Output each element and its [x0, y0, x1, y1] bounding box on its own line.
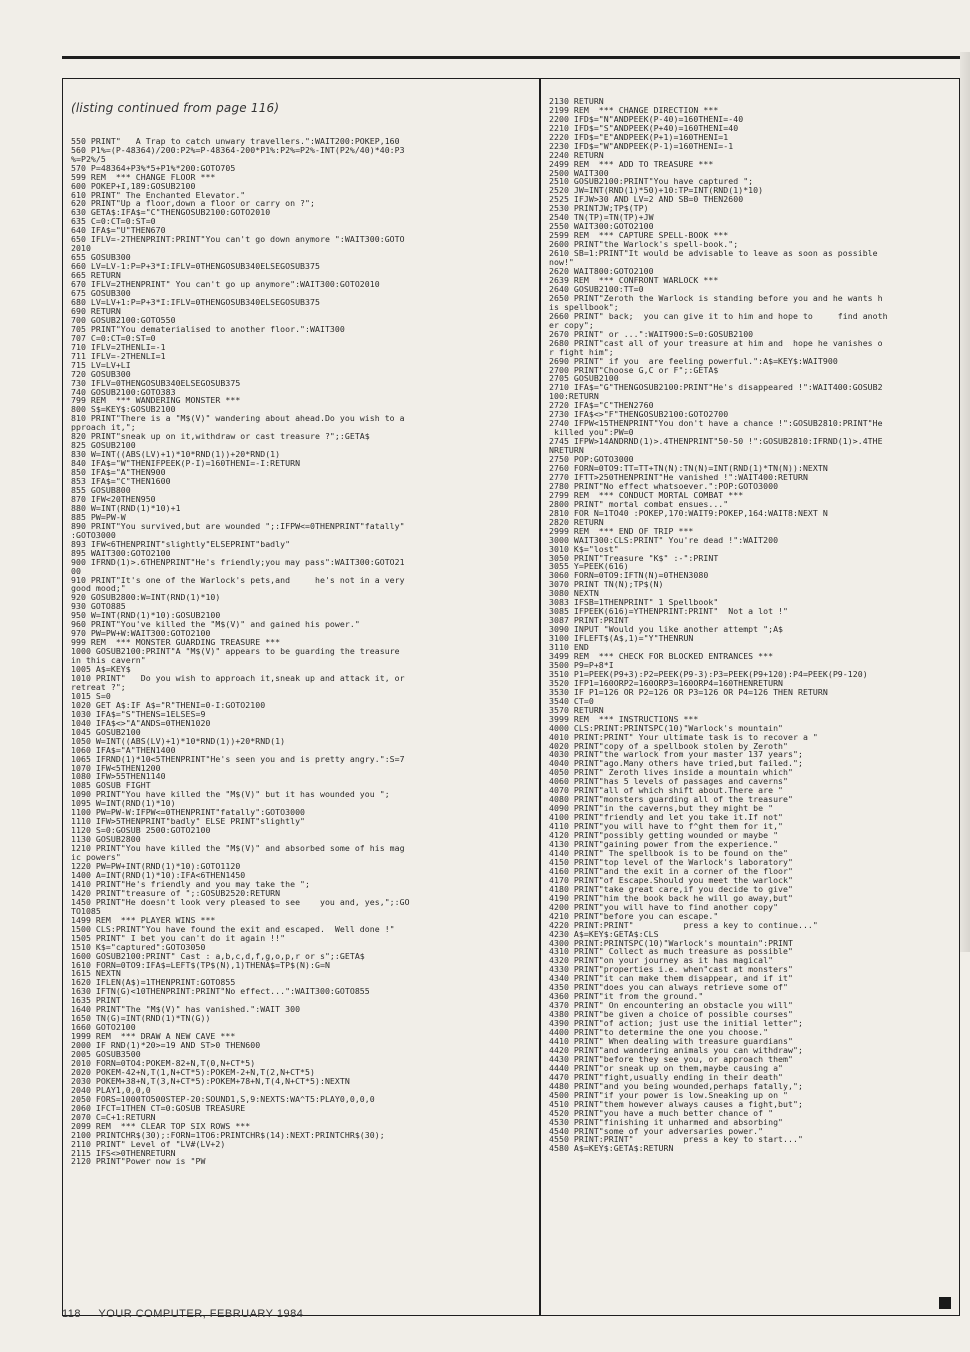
code-line: 3540 CT=0 [549, 695, 594, 706]
code-line: 4110 PRINT"you will have to f^ght them for it," [549, 821, 784, 832]
end-of-article-mark [939, 1297, 951, 1309]
code-line: 2240 RETURN [549, 149, 604, 160]
code-line: er copy"; [549, 319, 594, 330]
code-line: :GOTO3000 [71, 529, 116, 540]
code-line: 4030 PRINT"the warlock from your master 137 years"; [549, 749, 803, 760]
code-line: 3083 IFSB=1THENPRINT" 1 Spellbook" [549, 597, 719, 608]
code-line: 2770 IFTT>250THENPRINT"He vanished !":WAIT400:RETURN [549, 471, 808, 482]
code-line: 4230 A$=KEY$:GETA$:CLS [549, 928, 659, 939]
code-line: 880 W=INT(RND(1)*10)+1 [71, 502, 181, 513]
code-line: 1635 PRINT [71, 995, 121, 1006]
code-line: 2230 IFD$="W"ANDPEEK(P-1)=160THENI=-1 [549, 140, 734, 151]
code-line: 00 [71, 565, 81, 576]
code-line: 2810 FOR N=1TO40 :POKEP,170:WAIT9:POKEP,164:WAIT8:NEXT N [549, 507, 828, 518]
code-line: 2639 REM *** CONFRONT WARLOCK *** [549, 274, 719, 285]
code-line: 2070 C=C+1:RETURN [71, 1111, 156, 1122]
code-line: 4000 CLS:PRINT:PRINTSPC(10)"Warlock's mountain" [549, 722, 784, 733]
code-line: 893 IFW<6THENPRINT"slightly"ELSEPRINT"badly" [71, 538, 291, 549]
code-line: 100:RETURN [549, 391, 599, 402]
code-line: 665 RETURN [71, 270, 121, 281]
code-line: 950 W=INT(RND(1)*10):GOSUB2100 [71, 610, 221, 621]
code-line: 2745 IFPW>14ANDRND(1)>.4THENPRINT"50-50 !":GOSUB2810:IFRND(1)>.4THE [549, 436, 883, 447]
code-line: 3060 FORN=0TO9:IFTN(N)=0THEN3080 [549, 570, 709, 581]
code-line: 4370 PRINT" On encountering an obstacle you will" [549, 1000, 793, 1011]
code-line: 2720 IFA$="C"THEN2760 [549, 400, 654, 411]
code-line: 3110 END [549, 642, 589, 653]
code-line: pproach it,"; [71, 422, 136, 433]
code-line: 4100 PRINT"friendly and let you take it.If not" [549, 812, 784, 823]
continuation-caption: (listing continued from page 116) [71, 100, 280, 115]
code-line: 2640 GOSUB2100:TT=0 [549, 283, 644, 294]
code-line: 4040 PRINT"ago.Many others have tried,but failed."; [549, 758, 803, 769]
code-line: 1045 GOSUB2100 [71, 726, 141, 737]
code-line: 1510 K$="captured":GOTO3050 [71, 941, 206, 952]
code-line: 900 IFRND(1)>.6THENPRINT"He's friendly;you may pass":WAIT300:GOTO21 [71, 556, 405, 567]
code-line: 3070 PRINT TN(N);TP$(N) [549, 579, 664, 590]
code-line: 4380 PRINT"be given a choice of possible courses" [549, 1009, 793, 1020]
code-line: 855 GOSUB800 [71, 484, 131, 495]
code-line: 1100 PW=PW-W:IFPW<=0THENPRINT"fatally":GOTO3000 [71, 807, 306, 818]
code-line: 4480 PRINT"and you being wounded,perhaps fatally,"; [549, 1080, 803, 1091]
code-line: 1065 IFRND(1)*10<5THENPRINT"He's seen you and is pretty angry.":S=7 [71, 753, 405, 764]
code-line: 2030 POKEM+38+N,T(3,N+CT*5):POKEM+78+N,T(4,N+CT*5):NEXTN [71, 1075, 350, 1086]
code-line: 1450 PRINT"He doesn't look very pleased to see you and, yes,";:GO [71, 896, 410, 907]
code-line: is spellbook"; [549, 301, 619, 312]
code-line: 1050 W=INT((ABS(LV)+1)*10*RND(1))+20*RND(1) [71, 735, 286, 746]
code-line: 4340 PRINT"it can make them disappear, and if it" [549, 973, 793, 984]
code-line: 2760 FORN=0TO9:TT=TT+TN(N):TN(N)=INT(RND(1)*TN(N)):NEXTN [549, 462, 828, 473]
code-line: 4120 PRINT"possibly getting wounded or maybe " [549, 830, 779, 841]
code-line: 2800 PRINT" mortal combat ensues..." [549, 498, 729, 509]
code-line: 870 IFW<20THEN950 [71, 493, 156, 504]
code-line: 2670 PRINT" or ...":WAIT900:S=0:GOSUB2100 [549, 328, 754, 339]
code-line: 650 IFLV=-2THENPRINT:PRINT"You can't go down anymore ":WAIT300:GOTO [71, 234, 405, 245]
code-line: 1660 GOTO2100 [71, 1022, 136, 1033]
code-line: 1600 GOSUB2100:PRINT" Cast : a,b,c,d,f,g,o,p,r or s";:GETA$ [71, 950, 365, 961]
code-line: 3520 IFP1=160ORP2=160ORP3=160ORP4=160THENRETURN [549, 677, 784, 688]
code-line: NRETURN [549, 445, 584, 456]
code-line: 4310 PRINT" Collect as much treasure as possible" [549, 946, 793, 957]
code-line: 4050 PRINT" Zeroth lives inside a mountain which" [549, 767, 793, 778]
code-line: 810 PRINT"There is a "M$(V)" wandering about ahead.Do you wish to a [71, 413, 405, 424]
code-line: 4550 PRINT:PRINT" press a key to start..." [549, 1134, 803, 1145]
code-line: 640 IFA$="U"THEN670 [71, 225, 166, 236]
code-line: 655 GOSUB300 [71, 252, 131, 263]
column-divider [539, 79, 541, 1315]
code-line: 4170 PRINT"of Escape.Should you meet the warlock" [549, 874, 793, 885]
code-line: 600 POKEP+I,189:GOSUB2100 [71, 180, 196, 191]
code-line: 2220 IFD$="E"ANDPEEK(P+1)=160THENI=1 [549, 131, 729, 142]
code-line: 610 PRINT" The Enchanted Elevator." [71, 189, 246, 200]
code-line: 670 IFLV=2THENPRINT" You can't go up anymore":WAIT300:GOTO2010 [71, 279, 380, 290]
code-line: 707 C=0:CT=0:ST=0 [71, 332, 156, 343]
code-line: 4440 PRINT"or sneak up on them,maybe causing a" [549, 1062, 784, 1073]
code-line: 4210 PRINT"before you can escape." [549, 910, 719, 921]
code-line: 3080 NEXTN [549, 588, 599, 599]
code-line: 2620 WAIT800:GOTO2100 [549, 266, 654, 277]
code-line: 1630 IFTN(G)<10THENPRINT:PRINT"No effect...":WAIT300:GOTO855 [71, 986, 370, 997]
code-line: 660 LV=LV-1:P=P+3*I:IFLV=0THENGOSUB340ELSEGOSUB375 [71, 261, 320, 272]
code-line: 2520 JW=INT(RND(1)*50)+10:TP=INT(RND(1)*10) [549, 185, 764, 196]
code-line: 1010 PRINT" Do you wish to approach it,sneak up and attack it, or [71, 673, 405, 683]
code-line: 2000 IF RND(1)*20>=19 AND ST>0 THEN600 [71, 1040, 261, 1051]
code-line: 2999 REM *** END OF TRIP *** [549, 525, 694, 536]
page-number: 118 [62, 1308, 82, 1320]
code-line: 2730 IFA$<>"F"THENGOSUB2100:GOTO2700 [549, 409, 729, 420]
code-line: killed you":PW=0 [549, 427, 634, 438]
code-line: 4090 PRINT"in the caverns,but they might be " [549, 803, 774, 814]
code-line: 1999 REM *** DRAW A NEW CAVE *** [71, 1031, 236, 1042]
page-edge [960, 52, 970, 952]
code-line: 2530 PRINTJW;TP$(TP) [549, 203, 649, 214]
code-line: 800 S$=KEY$:GOSUB2100 [71, 404, 176, 415]
code-line: 4130 PRINT"gaining power from the experience." [549, 839, 779, 850]
code-line: 1060 IFA$="A"THEN1400 [71, 744, 176, 755]
code-line: 711 IFLV=-2THENLI=1 [71, 350, 166, 361]
code-line: 1070 IFW<5THEN1200 [71, 762, 161, 773]
code-line: 960 PRINT"You've killed the "M$(V)" and gained his power." [71, 619, 360, 630]
code-line: retreat ?"; [71, 681, 126, 692]
code-line: 1615 NEXTN [71, 968, 121, 979]
code-line: 799 REM *** WANDERING MONSTER *** [71, 395, 241, 406]
code-line: 2060 IFCT=1THEN CT=0:GOSUB TREASURE [71, 1102, 246, 1113]
code-line: 690 RETURN [71, 305, 121, 316]
code-line: 740 GOSUB2100:GOTO383 [71, 386, 176, 397]
code-line: 2710 IFA$="G"THENGOSUB2100:PRINT"He's disappeared !":WAIT400:GOSUB2 [549, 382, 883, 393]
code-line: 3570 RETURN [549, 704, 604, 715]
code-line: 2510 GOSUB2100:PRINT"You have captured "; [549, 176, 754, 187]
code-line: 705 PRINT"You dematerialised to another floor.":WAIT300 [71, 323, 345, 334]
code-line: r fight him"; [549, 346, 614, 357]
code-line: 2005 GOSUB3500 [71, 1049, 141, 1060]
code-line: 4390 PRINT"of action; just use the initial letter"; [549, 1018, 803, 1029]
code-line: 4160 PRINT"and the exit in a corner of the floor" [549, 865, 793, 876]
code-line: 1610 FORN=0TO9:IFA$=LEFT$(TP$(N),1)THENA$=TP$(N):G=N [71, 959, 330, 970]
code-line: 1220 PW=PW+INT(RND(1)*10):GOTO1120 [71, 861, 241, 872]
code-line: 4540 PRINT"some of your adversaries power." [549, 1125, 764, 1136]
code-line: 2750 POP:GOTO3000 [549, 454, 634, 465]
code-line: 1410 PRINT"He's friendly and you may take the "; [71, 878, 311, 889]
code-line: 2599 REM *** CAPTURE SPELL-BOOK *** [549, 230, 729, 241]
code-line: 3000 WAIT300:CLS:PRINT" You're dead !":WAIT200 [549, 534, 779, 545]
code-line: 3055 Y=PEEK(616) [549, 561, 629, 572]
code-line: 3999 REM *** INSTRUCTIONS *** [549, 713, 699, 724]
code-line: 680 LV=LV+1:P=P+3*I:IFLV=0THENGOSUB340ELSEGOSUB375 [71, 296, 320, 307]
code-line: 1400 A=INT(RND(1)*10):IFA<6THEN1450 [71, 869, 246, 880]
code-line: 2115 IFS<>0THENRETURN [71, 1147, 176, 1158]
code-line: 700 GOSUB2100:GOTO550 [71, 314, 176, 325]
code-line: 1005 A$=KEY$ [71, 664, 131, 675]
code-line: 4510 PRINT"them however always causes a fight,but"; [549, 1098, 803, 1109]
code-line: 2130 RETURN [549, 95, 604, 106]
code-listing-right [549, 97, 955, 1153]
code-line: 675 GOSUB300 [71, 288, 131, 299]
program-listing-box [62, 78, 960, 1316]
code-line: 4010 PRINT:PRINT" Your ultimate task is to recover a " [549, 731, 818, 742]
code-line: 2660 PRINT" back; you can give it to him and hope to find anoth [549, 310, 888, 321]
code-line: 1020 GET A$:IF A$="R"THENI=0-I:GOTO2100 [71, 699, 266, 710]
code-line: 4500 PRINT"if your power is low.Sneaking up on " [549, 1089, 789, 1100]
code-line: 2210 IFD$="S"ANDPEEK(P+40)=160THENI=40 [549, 122, 739, 133]
code-line: 2500 WAIT300 [549, 167, 609, 178]
code-line: 820 PRINT"sneak up on it,withdraw or cast treasure ?";:GETA$ [71, 431, 370, 442]
code-line: 1040 IFA$<>"A"ANDS=0THEN1020 [71, 717, 211, 728]
code-line: 2525 IFJW>30 AND LV=2 AND SB=0 THEN2600 [549, 194, 744, 205]
code-line: 4350 PRINT"does you can always retrieve some of" [549, 982, 789, 993]
code-line: 830 W=INT((ABS(LV)+1)*10*RND(1))+20*RND(1) [71, 449, 281, 460]
publication-line: YOUR COMPUTER, FEBRUARY 1984 [98, 1308, 304, 1320]
code-line: 3100 IFLEFT$(A$,1)="Y"THENRUN [549, 633, 694, 644]
code-line: 3050 PRINT"Treasure "K$" :-":PRINT [549, 552, 719, 563]
code-line: 4330 PRINT"properties i.e. when"cast at monsters" [549, 964, 793, 975]
code-line: 1620 IFLEN(A$)=1THENPRINT:GOTO855 [71, 977, 236, 988]
code-line: 3087 PRINT:PRINT [549, 615, 629, 626]
code-line: 2550 WAIT300:GOTO2100 [549, 221, 654, 232]
header-rule [62, 56, 960, 59]
code-line: 620 PRINT"Up a floor,down a floor or carry on ?"; [71, 198, 315, 209]
code-line: 930 GOTO885 [71, 601, 126, 612]
code-line: 2650 PRINT"Zeroth the Warlock is standing before you and he wants h [549, 292, 883, 303]
code-line: 920 GOSUB2800:W=INT(RND(1)*10) [71, 592, 221, 603]
code-line: 890 PRINT"You survived,but are wounded ";:IFPW<=0THENPRINT"fatally" [71, 520, 405, 531]
code-line: 2499 REM *** ADD TO TREASURE *** [549, 158, 714, 169]
code-line: 4320 PRINT"on your journey as it has magical" [549, 955, 774, 966]
code-line: 853 IFA$="C"THEN1600 [71, 476, 171, 487]
code-line: 720 GOSUB300 [71, 368, 131, 379]
code-line: 825 GOSUB2100 [71, 440, 136, 451]
code-line: 2120 PRINT"Power now is "PW [71, 1156, 206, 1167]
code-line: 4410 PRINT" When dealing with treasure guardians" [549, 1035, 793, 1046]
code-line: ic powers" [71, 852, 121, 863]
code-line: 895 WAIT300:GOTO2100 [71, 547, 171, 558]
code-line: 1650 TN(G)=INT(RND(1)*TN(G)) [71, 1013, 211, 1024]
code-line: 1030 IFA$="S"THENS=1ELSES=9 [71, 708, 206, 719]
code-line: 2690 PRINT" if you are feeling powerful.":A$=KEY$:WAIT900 [549, 355, 838, 366]
code-line: 4140 PRINT" The spellbook is to be found on the" [549, 847, 789, 858]
code-line: 1090 PRINT"You have killed the "M$(V)" but it has wounded you "; [71, 789, 390, 800]
code-line: 4060 PRINT"has 5 levels of passages and caverns" [549, 776, 789, 787]
code-line: good mood;" [71, 583, 126, 594]
code-line: 1210 PRINT"You have killed the "M$(V)" and absorbed some of his mag [71, 843, 405, 854]
code-line: 2040 PLAY1,0,0,0 [71, 1084, 151, 1095]
code-line: 910 PRINT"It's one of the Warlock's pets,and he's not in a very [71, 574, 405, 585]
code-line: 3085 IFPEEK(616)=YTHENPRINT:PRINT" Not a lot !" [549, 606, 789, 617]
code-line: 3010 K$="lost" [549, 543, 619, 554]
code-line: 4070 PRINT"all of which shift about.There are " [549, 785, 784, 796]
code-line: 2700 PRINT"Choose G,C or F";:GETA$ [549, 364, 719, 375]
code-line: 2680 PRINT"cast all of your treasure at him and hope he vanishes o [549, 337, 883, 348]
code-line: 1499 REM *** PLAYER WINS *** [71, 914, 216, 925]
code-line: 1095 W=INT(RND(1)*10) [71, 798, 176, 809]
code-line: 4200 PRINT"you will have to find another copy" [549, 901, 779, 912]
code-line: 1080 IFW>55THEN1140 [71, 771, 166, 782]
code-line: TO1085 [71, 905, 101, 916]
listing-column-left [71, 79, 533, 1184]
code-line: 2100 PRINTCHR$(30);:FORN=1TO6:PRINTCHR$(14):NEXT:PRINTCHR$(30); [71, 1129, 385, 1140]
code-line: 3499 REM *** CHECK FOR BLOCKED ENTRANCES *** [549, 651, 774, 661]
code-line: 2799 REM *** CONDUCT MORTAL COMBAT *** [549, 489, 744, 500]
code-line: 885 PW=PW-W [71, 511, 126, 522]
code-line: 2610 SB=1:PRINT"It would be advisable to leave as soon as possible [549, 248, 878, 259]
code-line: 2110 PRINT" Level of "LV#(LV+2) [71, 1138, 226, 1149]
code-line: 4220 PRINT:PRINT" press a key to continue..." [549, 919, 818, 930]
code-line: 4420 PRINT"and wandering animals you can withdraw"; [549, 1044, 803, 1055]
code-line: 2740 IFPW<15THENPRINT"You don't have a chance !":GOSUB2810:PRINT"He [549, 418, 883, 429]
code-line: 4150 PRINT"top level of the Warlock's laboratory" [549, 856, 793, 867]
code-line: 4190 PRINT"him the book back he will go away,but" [549, 892, 793, 903]
code-line: 4530 PRINT"finishing it unharmed and absorbing" [549, 1116, 784, 1127]
code-line: 850 IFA$="A"THEN900 [71, 467, 166, 478]
code-line: 1500 CLS:PRINT"You have found the exit and escaped. Well done !" [71, 923, 395, 934]
code-line: 840 IFA$="W"THENIFPEEK(P-I)=160THENI=-I:RETURN [71, 458, 301, 469]
code-line: 1085 GOSUB FIGHT [71, 780, 151, 791]
code-line: 1000 GOSUB2100:PRINT"A "M$(V)" appears to be guarding the treasure [71, 646, 400, 657]
code-line: 730 IFLV=0THENGOSUB340ELSEGOSUB375 [71, 377, 241, 388]
code-line: 1420 PRINT"treasure of ";:GOSUB2520:RETURN [71, 887, 281, 898]
code-line: %=P2%/5 [71, 153, 106, 164]
code-line: 2540 TN(TP)=TN(TP)+JW [549, 212, 654, 223]
code-line: 1640 PRINT"The "M$(V)" has vanished.":WAIT 300 [71, 1004, 301, 1015]
code-line: 4400 PRINT"to determine the one you choose." [549, 1027, 769, 1038]
code-line: 4300 PRINT:PRINTSPC(10)"Warlock's mountain":PRINT [549, 937, 793, 948]
code-line: 2705 GOSUB2100 [549, 373, 619, 384]
code-line: 4360 PRINT"it from the ground." [549, 991, 704, 1002]
code-line: 4020 PRINT"copy of a spellbook stolen by Zeroth" [549, 740, 789, 751]
code-line: 2600 PRINT"the Warlock's spell-book."; [549, 239, 739, 250]
code-line: 599 REM *** CHANGE FLOOR *** [71, 171, 216, 182]
code-line: 2820 RETURN [549, 516, 604, 527]
code-line: 2199 REM *** CHANGE DIRECTION *** [549, 104, 719, 115]
page-footer [62, 1308, 317, 1320]
code-line: 3500 P9=P+8*I [549, 659, 614, 670]
code-line: 1120 S=0:GOSUB 2500:GOTO2100 [71, 825, 211, 836]
code-line: 2780 PRINT"No effect whatsoever.":POP:GOTO3000 [549, 480, 779, 491]
code-line: 4080 PRINT"monsters guarding all of the treasure" [549, 794, 793, 805]
code-line: 630 GETA$:IFA$="C"THENGOSUB2100:GOTO2010 [71, 207, 271, 218]
code-line: 2200 IFD$="N"ANDPEEK(P-40)=160THENI=-40 [549, 113, 744, 124]
code-line: 3090 INPUT "Would you like another attempt ";A$ [549, 624, 784, 635]
code-line: 4180 PRINT"take great care,if you decide to give" [549, 883, 793, 894]
code-line: 3510 P1=PEEK(P9+3):P2=PEEK(P9-3):P3=PEEK(P9+120):P4=PEEK(P9-120) [549, 668, 868, 679]
code-line: in this cavern" [71, 655, 146, 666]
code-line: 2050 FORS=1000TO500STEP-20:SOUND1,S,9:NEXTS:WA^T5:PLAY0,0,0,0 [71, 1093, 375, 1104]
code-line: 560 P1%=(P-48364)/200:P2%=P-48364-200*P1%:P2%=P2%-INT(P2%/40)*40:P3 [71, 144, 405, 155]
code-line: 4470 PRINT"fight,usually ending in their death" [549, 1071, 784, 1082]
code-line: 3530 IF P1=126 OR P2=126 OR P3=126 OR P4=126 THEN RETURN [549, 686, 828, 697]
code-line: 1505 PRINT" I bet you can't do it again !!" [71, 932, 286, 943]
code-line: 550 PRINT" A Trap to catch unwary travellers.":WAIT200:POKEP,160 [71, 135, 400, 146]
code-line: 970 PW=PW+W:WAIT300:GOTO2100 [71, 628, 211, 639]
code-line: 2020 POKEM-42+N,T(1,N+CT*5):POKEM-2+N,T(2,N+CT*5) [71, 1066, 315, 1077]
code-line: 999 REM *** MONSTER GUARDING TREASURE *** [71, 637, 281, 648]
code-line: 2099 REM *** CLEAR TOP SIX ROWS *** [71, 1120, 251, 1131]
listing-column-right [549, 79, 955, 1171]
code-line: 570 P=48364+P3%*5+P1%*200:GOTO705 [71, 162, 236, 173]
code-line: 4580 A$=KEY$:GETA$:RETURN [549, 1143, 674, 1154]
code-line: 715 LV=LV+LI [71, 359, 131, 370]
code-line: 2010 [71, 243, 91, 254]
code-listing-left [71, 137, 533, 1167]
code-line: 1110 IFW>5THENPRINT"badly" ELSE PRINT"slightly" [71, 816, 306, 827]
code-line: 1130 GOSUB2800 [71, 834, 141, 845]
code-line: 4430 PRINT"before they see you, or approach them" [549, 1053, 793, 1064]
code-line: 2010 FORN=0TO4:POKEM-82+N,T(0,N+CT*5) [71, 1057, 256, 1068]
code-line: 4520 PRINT"you have a much better chance of " [549, 1107, 774, 1118]
code-line: 1015 S=0 [71, 690, 111, 701]
code-line: now!" [549, 257, 574, 268]
code-line: 710 IFLV=2THENLI=-1 [71, 341, 166, 352]
code-line: 635 C=0:CT=0:ST=0 [71, 216, 156, 227]
